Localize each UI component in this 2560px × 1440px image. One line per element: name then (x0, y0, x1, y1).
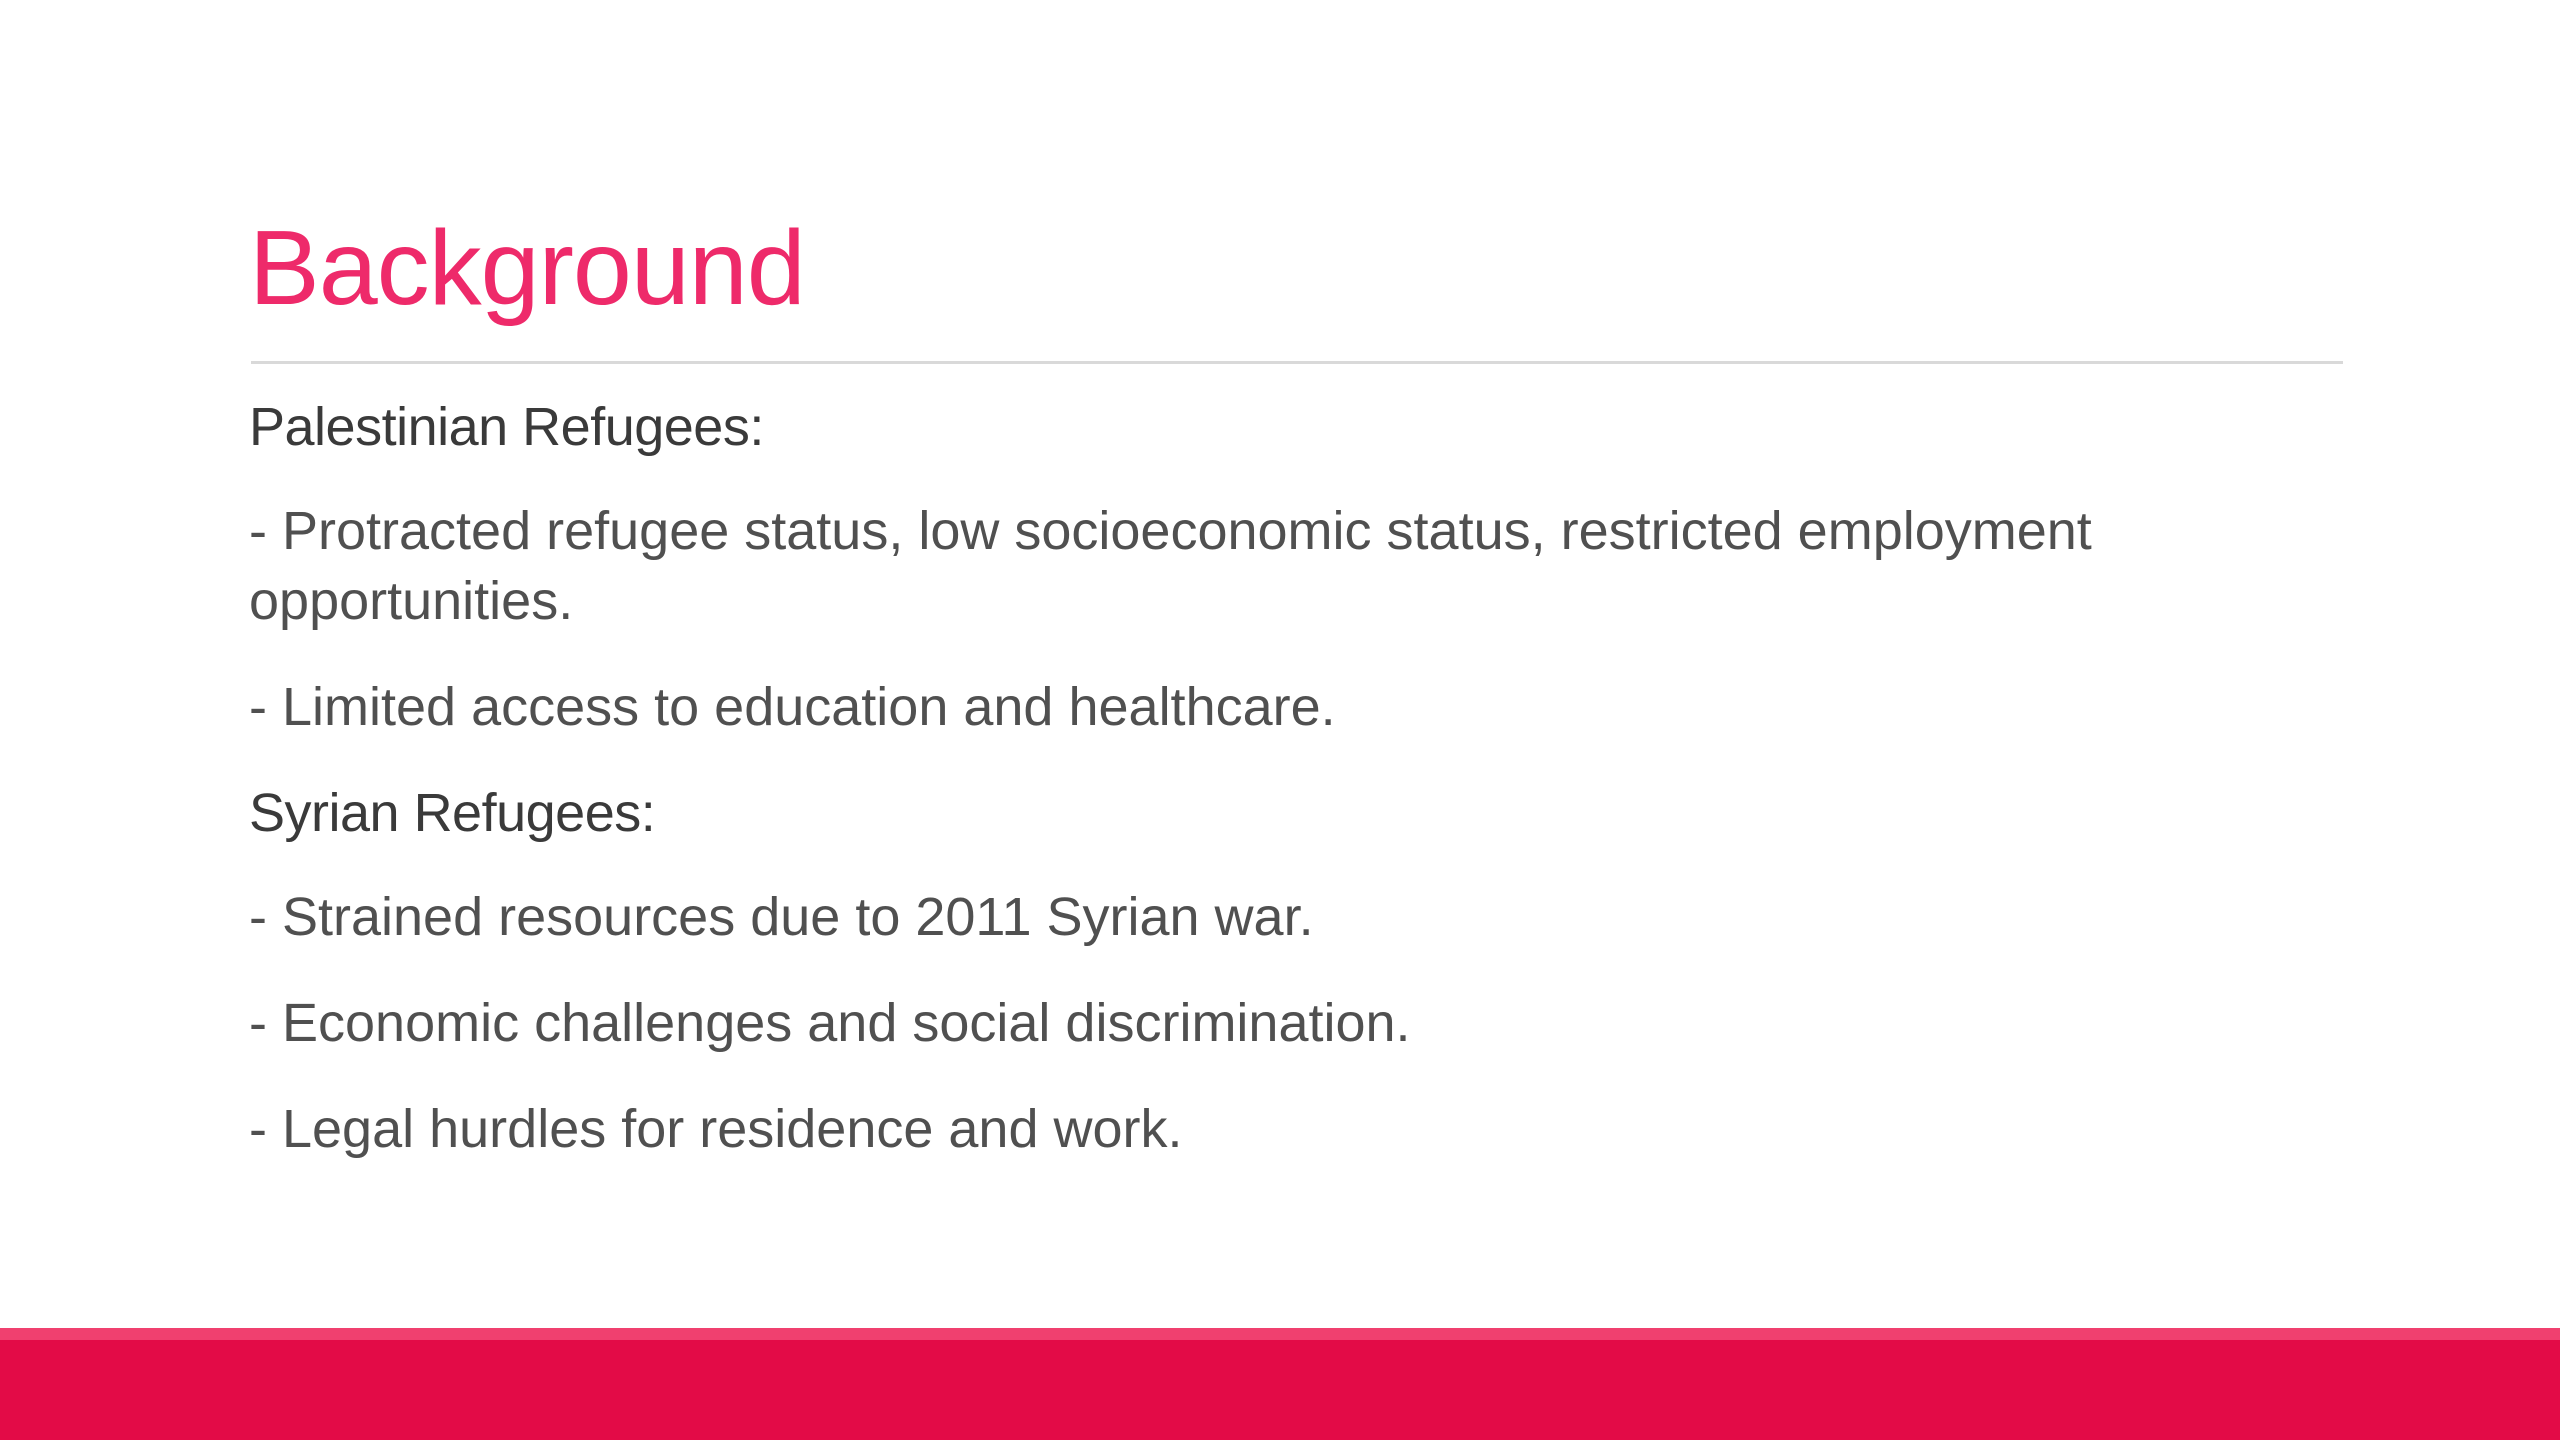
footer-accent-bar (0, 1340, 2560, 1440)
bullet-item: - Legal hurdles for residence and work. (249, 1099, 1183, 1159)
section-heading-syrian: Syrian Refugees: (249, 783, 656, 843)
bullet-item: - Economic challenges and social discrimination. (249, 993, 1411, 1053)
slide-title: Background (249, 209, 805, 327)
section-heading-palestinian: Palestinian Refugees: (249, 397, 764, 457)
bullet-item: - Protracted refugee status, low socioeconomic status, restricted employment opportunities. (249, 501, 2092, 631)
bullet-item: - Strained resources due to 2011 Syrian war. (249, 887, 1314, 947)
title-divider (251, 361, 2343, 364)
slide-body (249, 392, 2349, 1200)
bullet-item: - Limited access to education and healthcare. (249, 677, 1336, 737)
footer-accent-stripe (0, 1328, 2560, 1340)
